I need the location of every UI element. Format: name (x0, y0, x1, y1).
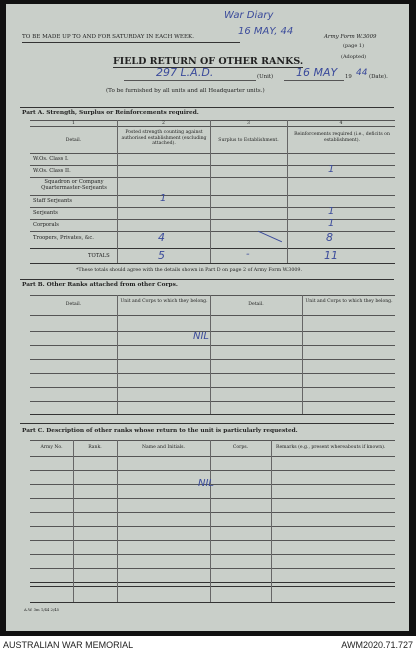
row-label-wo1: W.Os. Class I. (33, 156, 69, 162)
form-page: (page 1) (343, 43, 365, 49)
cell-totals-posted: 5 (158, 249, 165, 262)
part-a-rule (20, 107, 394, 108)
cell-serjeants-reinforcements: 1 (328, 206, 335, 217)
print-code: A.W. 3m 1/44 2/45 (24, 607, 60, 612)
form-title: FIELD RETURN OF OTHER RANKS. (113, 56, 304, 67)
furnish-note: (To be furnished by all units and all Headquarter units.) (106, 88, 265, 94)
col-number-1: 1 (72, 121, 75, 126)
col-header-detail: Detail. (65, 138, 82, 143)
year-prefix: 19 (345, 74, 352, 80)
footer-institution: AUSTRALIAN WAR MEMORIAL (3, 640, 134, 650)
adopted-note: (Adopted) (341, 54, 367, 60)
b-col-detail-2: Detail. (248, 302, 264, 307)
handwritten-date: 16 MAY (296, 66, 338, 79)
pen-stroke (258, 231, 282, 242)
row-label-troopers: Troopers, Privates, &c. (33, 235, 94, 241)
c-col-rank: Rank. (88, 445, 102, 450)
part-b-title: Part B. Other Ranks attached from other Corps. (22, 282, 178, 288)
part-c-nil: NIL (198, 478, 215, 489)
part-b-rule (20, 279, 394, 280)
handwritten-unit: 297 L.A.D. (156, 66, 214, 79)
col-header-posted: Posted strength counting against authorised establishment (excluding attached). (121, 130, 207, 147)
cell-staff-serjeants-posted: 1 (160, 193, 167, 204)
col-number-4: 4 (339, 121, 343, 126)
instruction-underline (22, 42, 240, 43)
b-col-detail-1: Detail. (65, 302, 82, 307)
part-c-rule (20, 423, 394, 424)
c-col-remarks: Remarks (e.g., present whereabouts if known). (276, 445, 386, 450)
col-header-reinforcements: Reinforcements required (i.e., deficits on establishment). (294, 132, 390, 143)
col-number-2: 2 (162, 121, 165, 126)
cell-troopers-posted: 4 (158, 231, 165, 244)
cell-wo2-reinforcements: 1 (328, 164, 335, 175)
c-col-corps: Corps. (232, 445, 249, 450)
footer-accession-number: AWM2020.71.727 (341, 640, 413, 650)
archive-footer (0, 636, 416, 653)
b-col-unit-corps-2: Unit and Corps to which they belong. (305, 299, 393, 304)
row-label-serjeants: Serjeants (33, 210, 58, 216)
col-header-surplus: Surplus to Establishment. (218, 138, 279, 143)
cell-corporals-reinforcements: 1 (328, 218, 335, 229)
top-instruction: TO BE MADE UP TO AND FOR SATURDAY IN EACH WEEK. (22, 34, 194, 40)
date-line (284, 80, 344, 81)
handwritten-year: 44 (356, 68, 368, 78)
form-id: Army Form W.3009 (324, 34, 377, 40)
c-col-name: Name and Initials. (142, 445, 185, 450)
part-a-footnote: *These totals should agree with the details shown in Part D on page 2 of Army Form W.3009. (76, 268, 303, 273)
date-label: (Date). (369, 74, 388, 80)
form-sheet (6, 4, 409, 631)
handwritten-header-date: 16 MAY, 44 (238, 26, 294, 37)
cell-troopers-reinforcements: 8 (326, 231, 333, 244)
handwritten-war-diary: War Diary (224, 10, 274, 21)
col-number-3: 3 (247, 121, 250, 126)
row-label-wo2: W.Os. Class II. (33, 168, 71, 174)
cell-totals-reinforcements: 11 (324, 249, 338, 262)
part-c-title: Part C. Description of other ranks whose return to the unit is particularly requested. (22, 428, 298, 434)
row-label-cqms: Squadron or Company Quartermaster-Serjeants (41, 179, 107, 191)
unit-label: (Unit) (257, 74, 274, 80)
row-label-staff-serjeants: Staff Serjeants (33, 198, 73, 204)
part-a-title: Part A. Strength, Surplus or Reinforcements required. (22, 110, 199, 116)
row-label-corporals: Corporals (33, 222, 59, 228)
c-col-army-no: Army No. (40, 445, 63, 450)
row-label-totals: TOTALS (88, 253, 110, 259)
part-b-nil: NIL (193, 331, 210, 342)
cell-totals-surplus: - (246, 249, 250, 260)
unit-line (124, 80, 256, 81)
b-col-unit-corps-1: Unit and Corps to which they belong. (120, 299, 208, 304)
